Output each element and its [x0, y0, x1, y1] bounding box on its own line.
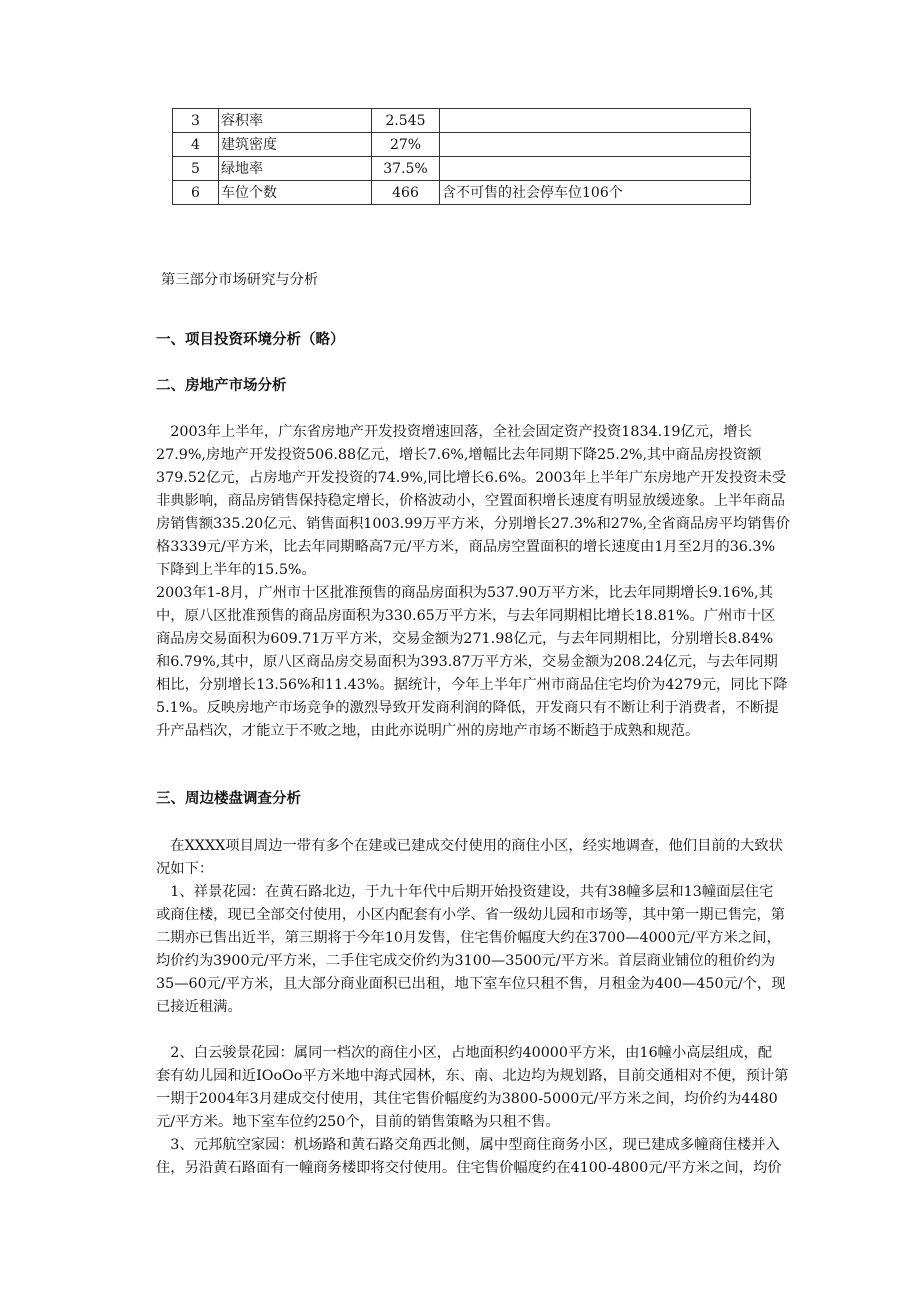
paragraph-line: 或商住楼，现已全部交付使用，小区内配套有小学、省一级幼儿园和市场等，其中第一期已售完，第 — [156, 907, 786, 923]
row-note: 含不可售的社会停车位106个 — [440, 181, 751, 205]
row-item: 绿地率 — [219, 157, 372, 181]
paragraph-line: 27.9%,房地产开发投资506.88亿元，增长7.6%,增幅比去年同期下降25.2%,其中商品房投资额 — [156, 447, 762, 463]
row-number: 4 — [173, 133, 219, 157]
paragraph-line: 1、祥景花园：在黄石路北边，于九十年代中后期开始投资建设，共有38幢多层和13幢面层住宅 — [156, 884, 774, 900]
paragraph-line: 下降到上半年的15.5%。 — [156, 562, 316, 578]
paragraph-line: 格3339元/平方米，比去年同期略高7元/平方米，商品房空置面积的增长速度由1月至2月的36.3% — [156, 539, 776, 555]
table-row — [173, 109, 751, 133]
paragraph-line: 相比，分别增长13.56%和11.43%。据统计，今年上半年广州市商品住宅均价为4279元，同比下降 — [156, 677, 788, 693]
paragraph-line: 套有幼儿园和近IOoOo平方米地中海式园林，东、南、北边均为规划路，目前交通相对不便，预计第 — [156, 1068, 789, 1084]
paragraph-line: 中，原八区批准预售的商品房面积为330.65万平方米，与去年同期相比增长18.81%。广州市十区 — [156, 608, 776, 624]
table-row — [173, 181, 751, 205]
paragraph-line: 元/平方米。地下室车位约250个，目前的销售策略为只租不售。 — [156, 1114, 560, 1130]
project-indicator-table — [172, 108, 751, 205]
paragraph-line: 2003年上半年，广东省房地产开发投资增速回落，全社会固定资产投资1834.19亿元，增长 — [156, 424, 752, 440]
paragraph-line: 已接近租满。 — [156, 999, 242, 1015]
row-value: 27% — [372, 133, 440, 157]
paragraph-line: 房销售额335.20亿元、销售面积1003.99万平方米，分别增长27.3%和27%,全省商品房平均销售价 — [156, 516, 791, 532]
row-number: 3 — [173, 109, 219, 133]
section-heading-investment-environment: 一、项目投资环境分析（略） — [156, 332, 345, 348]
paragraph-line: 379.52亿元，占房地产开发投资的74.9%,同比增长6.6%。2003年上半年广东房地产开发投资未受 — [156, 470, 787, 486]
paragraph-line: 2003年1-8月，广州市十区批准预售的商品房面积为537.90万平方米，比去年同期增长9.16%,其 — [156, 585, 773, 601]
part-title: 第三部分市场研究与分析 — [161, 272, 319, 288]
paragraph-line: 2、白云骏景花园：属同一档次的商住小区，占地面积约40000平方米，由16幢小高层组成，配 — [156, 1045, 773, 1061]
row-item: 建筑密度 — [219, 133, 372, 157]
paragraph-line: 升产品档次，才能立于不败之地，由此亦说明广州的房地产市场不断趋于成熟和规范。 — [156, 723, 700, 739]
paragraph-line: 3、元邦航空家园：机场路和黄石路交角西北侧，属中型商住商务小区，现已建成多幢商住楼并入 — [156, 1137, 780, 1153]
paragraph-line: 一期于2004年3月建成交付使用，其住宅售价幅度约为3800-5000元/平方米之间，均价约为4480 — [156, 1091, 778, 1107]
paragraph-line: 35—60元/平方米，且大部分商业面积已出租，地下室车位只租不售，月租金为400—450元/个，现 — [156, 976, 786, 992]
paragraph-line: 二期亦已售出近半，第三期将于今年10月发售，住宅售价幅度大约在3700—4000元/平方米之间， — [156, 930, 781, 946]
paragraph-line: 商品房交易面积为609.71万平方米，交易金额为271.98亿元，与去年同期相比，分别增长8.84% — [156, 631, 774, 647]
row-note — [440, 157, 751, 181]
table-row — [173, 157, 751, 181]
paragraph-line: 均价约为3900元/平方米，二手住宅成交价约为3100—3500元/平方米。首层商业铺位的租价约为 — [156, 953, 776, 969]
row-number: 5 — [173, 157, 219, 181]
row-number: 6 — [173, 181, 219, 205]
row-note — [440, 109, 751, 133]
row-item: 车位个数 — [219, 181, 372, 205]
paragraph-line: 非典影响，商品房销售保持稳定增长，价格波动小，空置面积增长速度有明显放缓迹象。上半年商品 — [156, 493, 786, 509]
section-heading-real-estate-market: 二、房地产市场分析 — [156, 378, 287, 394]
paragraph-line: 5.1%。反映房地产市场竞争的激烈导致开发商利润的降低，开发商只有不断让利于消费者，不断提 — [156, 700, 779, 716]
paragraph-line: 住，另沿黄石路面有一幢商务楼即将交付使用。住宅售价幅度约在4100-4800元/平方米之间，均价 — [156, 1160, 782, 1176]
section-heading-surrounding-projects: 三、周边楼盘调查分析 — [156, 791, 301, 807]
paragraph-line: 况如下： — [156, 861, 214, 877]
row-item: 容积率 — [219, 109, 372, 133]
paragraph-line: 和6.79%,其中，原八区商品房交易面积为393.87万平方米，交易金额为208.24亿元，与去年同期 — [156, 654, 778, 670]
row-value: 37.5% — [372, 157, 440, 181]
row-note — [440, 133, 751, 157]
paragraph-line: 在XXXX项目周边一带有多个在建或已建成交付使用的商住小区，经实地调查，他们目前的大致状 — [156, 838, 783, 854]
table-row — [173, 133, 751, 157]
row-value: 2.545 — [372, 109, 440, 133]
row-value: 466 — [372, 181, 440, 205]
